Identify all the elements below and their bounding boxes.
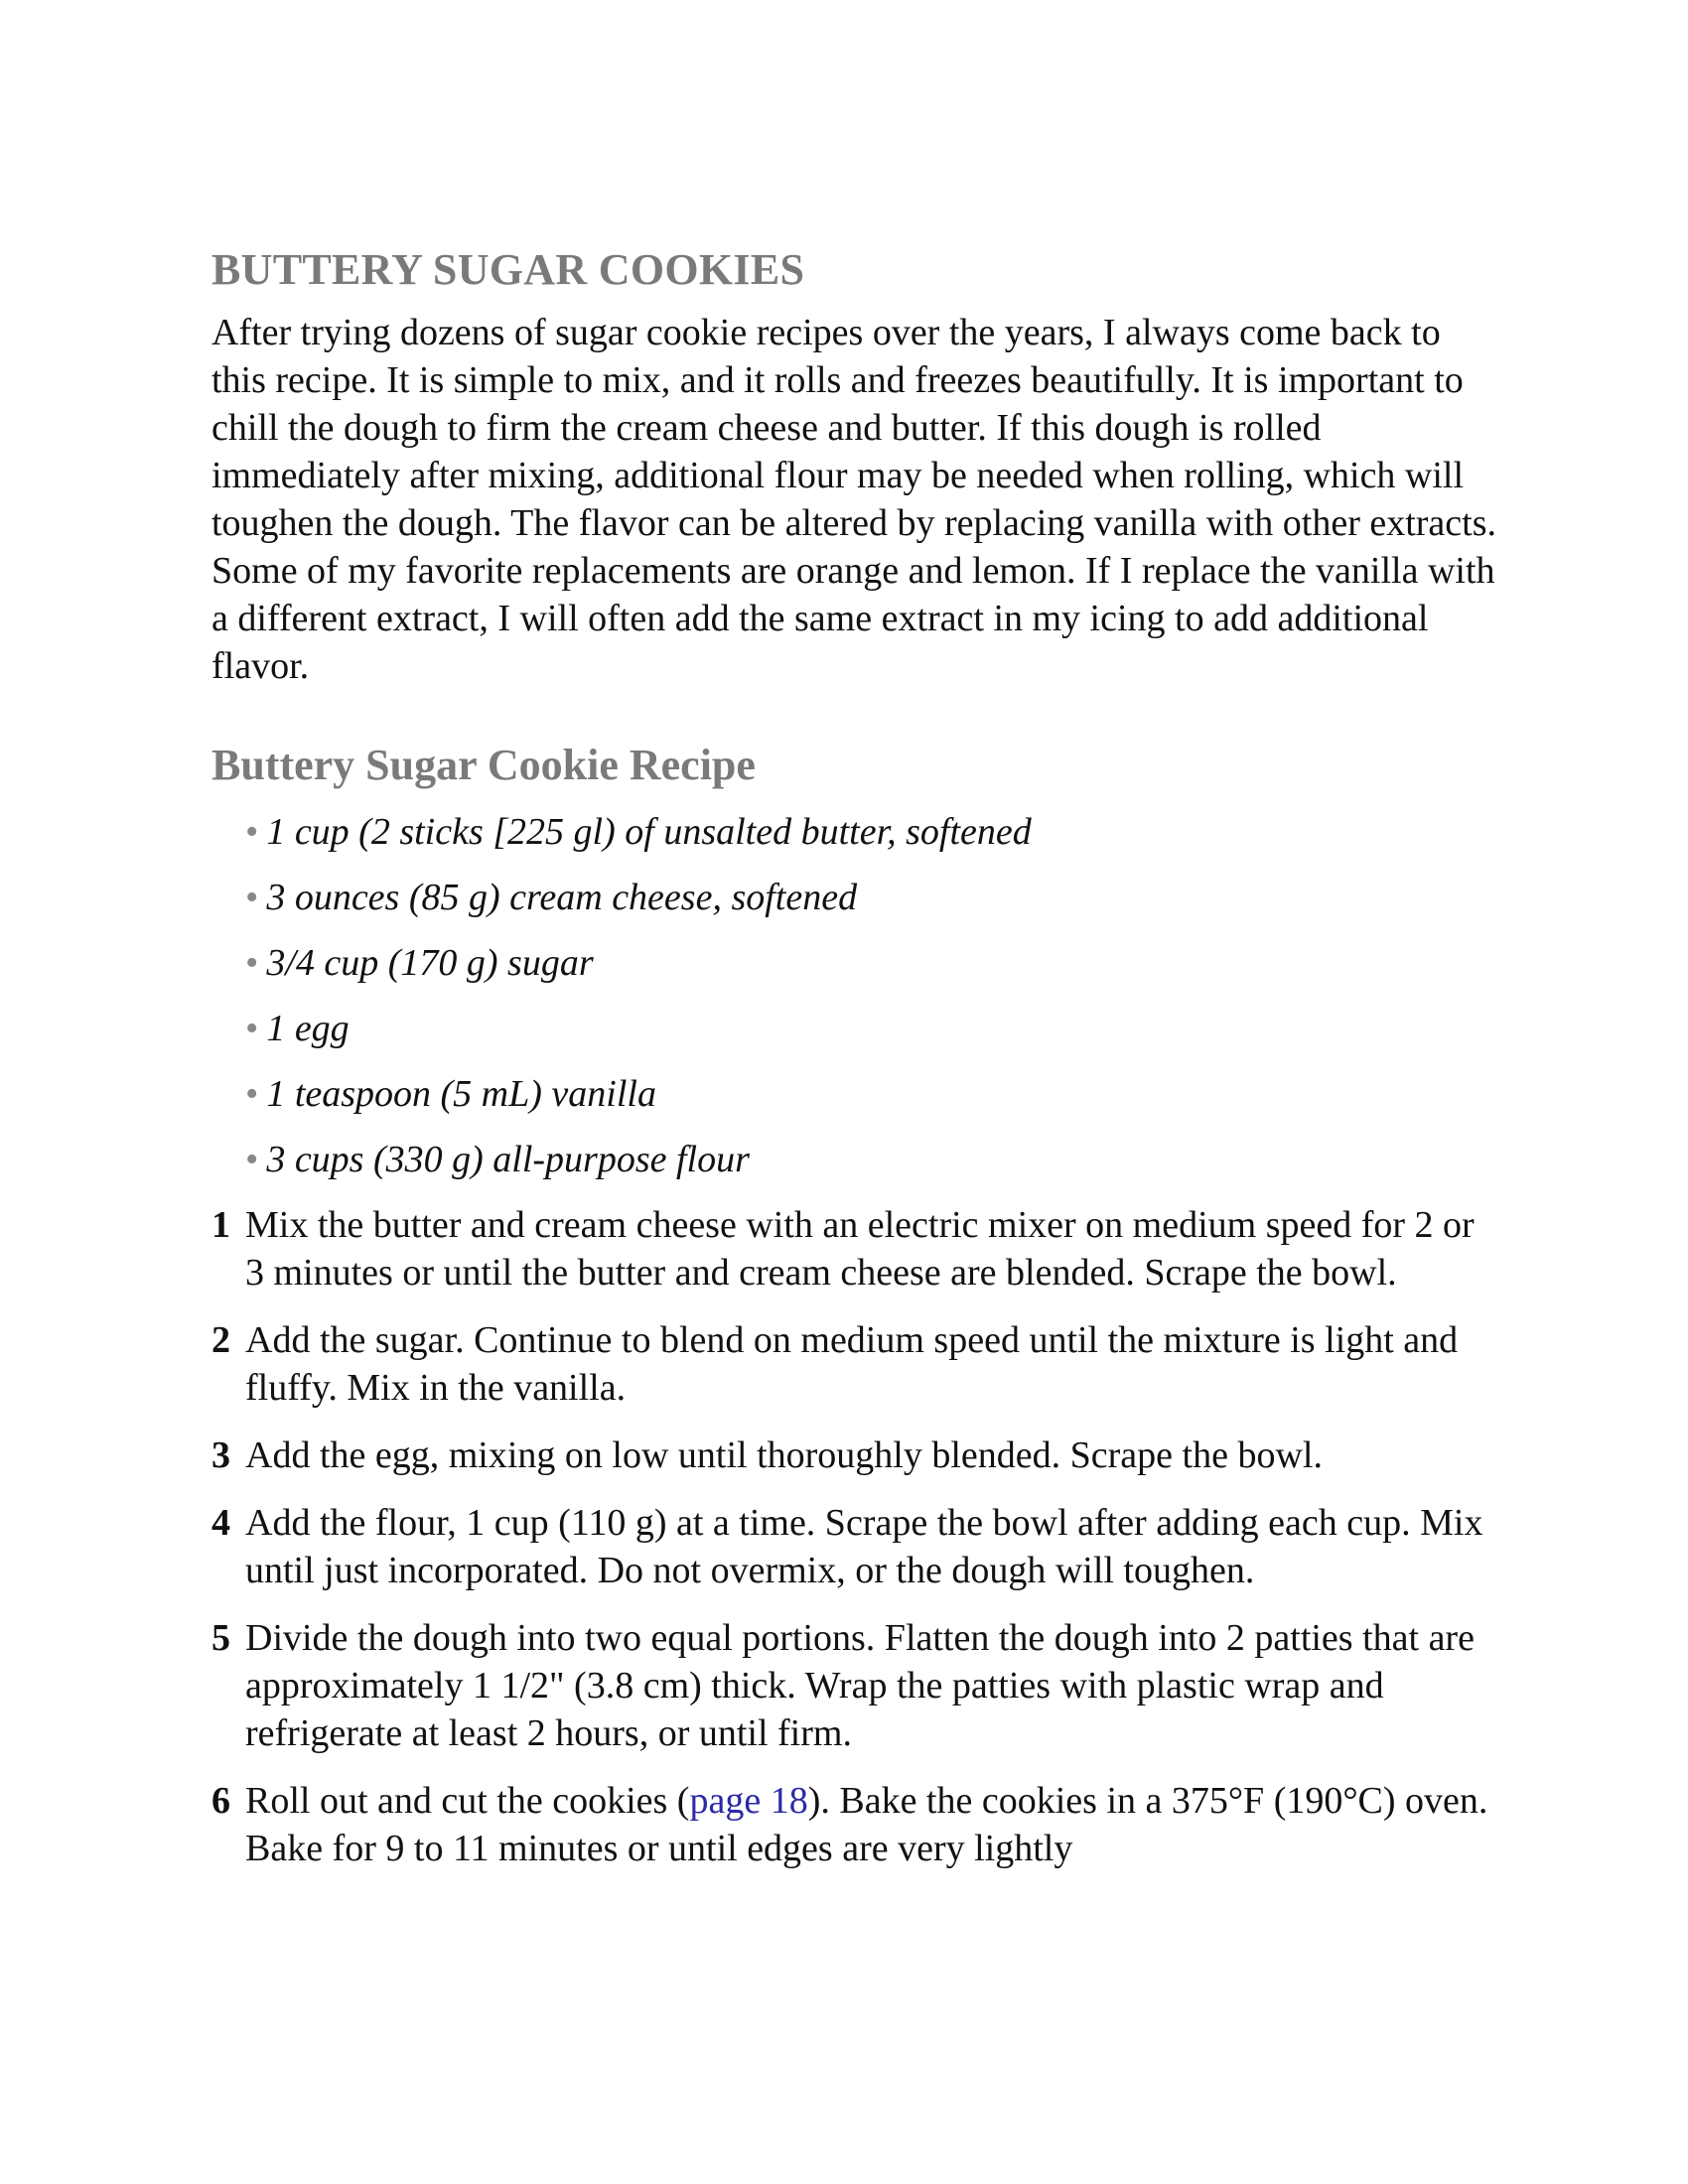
step-number: 5 (211, 1616, 230, 1659)
ingredient-item (245, 1136, 1502, 1183)
step-number: 1 (211, 1203, 230, 1246)
recipe-intro: After trying dozens of sugar cookie recipes over the years, I always come back to this recipe. It is simple to mix, and it rolls and freezes beautifully. It is important to chill the dough to firm the cream cheese and butter. If this dough is rolled immediately after mixing, additional flour may be needed when rolling, which will toughen the dough. The flavor can be altered by replacing vanilla with other extracts. Some of my favorite replacements are orange and lemon. If I replace the vanilla with a different extract, I will often add the same extract in my icing to add additional flavor. (211, 311, 1497, 687)
step-list (211, 1201, 1502, 1872)
ingredient-item (245, 1005, 1502, 1052)
ingredient-text: 3 cups (330 g) all-purpose flour (266, 1138, 750, 1180)
step-item (211, 1201, 1502, 1297)
step-text: Mix the butter and cream cheese with an electric mixer on medium speed for 2 or 3 minutes or until the butter and cream cheese are blended. Scrape the bowl. (245, 1203, 1475, 1294)
step-text-after-link: ). Bake the cookies in a 375°F (190°C) oven. Bake for 9 to 11 minutes or until edges are very lightly (245, 1779, 1488, 1869)
step-number: 4 (211, 1501, 230, 1544)
ingredient-item (245, 808, 1502, 856)
step-number: 2 (211, 1318, 230, 1361)
step-item (211, 1777, 1502, 1872)
bullet-icon: • (245, 1138, 259, 1180)
bullet-icon: • (245, 810, 259, 853)
step-text: Divide the dough into two equal portions. Flatten the dough into 2 patties that are approximately 1 1/2" (3.8 cm) thick. Wrap the patties with plastic wrap and refrigerate at least 2 hours, or until firm. (245, 1616, 1475, 1754)
recipe-page (211, 244, 1502, 1892)
ingredient-text: 1 teaspoon (5 mL) vanilla (266, 1072, 656, 1115)
bullet-icon: • (245, 876, 259, 918)
ingredient-item (245, 874, 1502, 921)
step-item (211, 1614, 1502, 1757)
ingredient-item (245, 939, 1502, 987)
section-title: Buttery Sugar Cookie Recipe (211, 740, 756, 789)
step-item (211, 1432, 1502, 1479)
bullet-icon: • (245, 941, 259, 984)
step-text (245, 1777, 1502, 1872)
page-18-link[interactable]: page 18 (689, 1779, 808, 1822)
step-text: Add the egg, mixing on low until thoroughly blended. Scrape the bowl. (245, 1433, 1323, 1476)
step-text: Add the sugar. Continue to blend on medium speed until the mixture is light and fluffy. Mix in the vanilla. (245, 1318, 1459, 1409)
bullet-icon: • (245, 1007, 259, 1049)
ingredient-text: 3 ounces (85 g) cream cheese, softened (266, 876, 858, 918)
ingredient-list (211, 808, 1502, 1183)
recipe-title: BUTTERY SUGAR COOKIES (211, 245, 805, 294)
step-text: Add the flour, 1 cup (110 g) at a time. Scrape the bowl after adding each cup. Mix until just incorporated. Do not overmix, or the dough will toughen. (245, 1501, 1483, 1591)
step-item (211, 1316, 1502, 1412)
ingredient-item (245, 1070, 1502, 1118)
bullet-icon: • (245, 1072, 259, 1115)
step-text-before-link: Roll out and cut the cookies ( (245, 1779, 690, 1822)
step-number: 3 (211, 1433, 230, 1476)
ingredient-text: 1 egg (266, 1007, 350, 1049)
ingredient-text: 3/4 cup (170 g) sugar (266, 941, 594, 984)
step-item (211, 1499, 1502, 1594)
step-number: 6 (211, 1779, 230, 1822)
ingredient-text: 1 cup (2 sticks [225 gl) of unsalted butter, softened (266, 810, 1032, 853)
